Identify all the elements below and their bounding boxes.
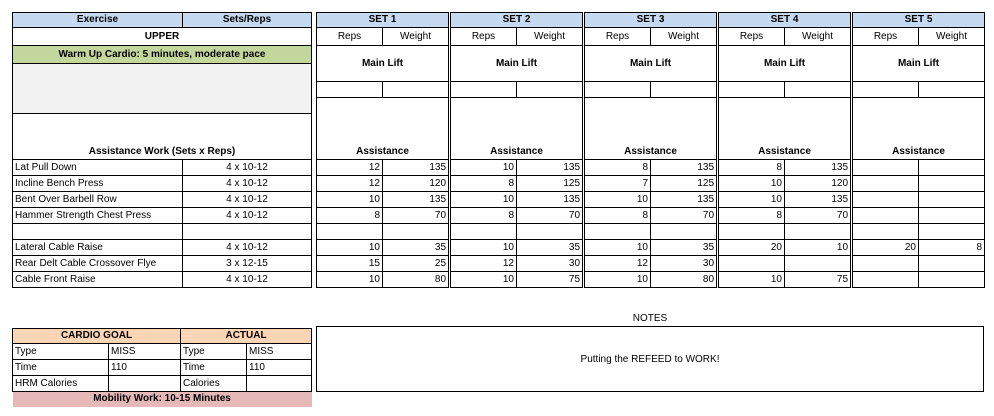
cardio-row xyxy=(13,376,312,392)
weight-cell[interactable]: 35 xyxy=(383,240,449,256)
cardio-goal-label: HRM Calories xyxy=(13,376,109,392)
reps-cell[interactable] xyxy=(719,256,785,272)
exercise-name[interactable]: Hammer Strength Chest Press xyxy=(13,208,183,224)
weight-cell[interactable]: 30 xyxy=(651,256,717,272)
notes-box[interactable] xyxy=(316,326,984,392)
reps-cell[interactable]: 10 xyxy=(451,192,517,208)
set-row xyxy=(719,240,851,256)
set-row xyxy=(585,224,717,240)
set-panel-2 xyxy=(450,12,583,288)
reps-cell[interactable]: 12 xyxy=(585,256,651,272)
weight-cell[interactable] xyxy=(651,224,717,240)
exercise-row xyxy=(13,272,312,288)
set-row xyxy=(719,160,851,176)
reps-cell[interactable] xyxy=(853,256,919,272)
reps-label: Reps xyxy=(317,28,383,46)
exercise-sets-reps[interactable]: 3 x 12-15 xyxy=(183,256,312,272)
exercise-sets-reps[interactable]: 4 x 10-12 xyxy=(183,192,312,208)
weight-cell[interactable]: 135 xyxy=(651,192,717,208)
exercise-sets-reps[interactable]: 4 x 10-12 xyxy=(183,240,312,256)
reps-label: Reps xyxy=(451,28,517,46)
weight-cell[interactable]: 135 xyxy=(517,192,583,208)
weight-cell[interactable]: 125 xyxy=(517,176,583,192)
mobility-work: Mobility Work: 10-15 Minutes xyxy=(13,392,312,407)
weight-label: Weight xyxy=(785,28,851,46)
set-row xyxy=(317,240,449,256)
reps-cell[interactable]: 10 xyxy=(451,272,517,288)
set-row xyxy=(317,208,449,224)
sets-reps-header: Sets/Reps xyxy=(183,13,312,28)
set-panel-5 xyxy=(852,12,985,288)
reps-cell[interactable] xyxy=(317,224,383,240)
assistance-label: Assistance xyxy=(853,98,985,160)
main-lift-label: Main Lift xyxy=(585,46,717,82)
reps-cell[interactable] xyxy=(451,224,517,240)
weight-cell[interactable]: 80 xyxy=(651,272,717,288)
weight-label: Weight xyxy=(919,28,985,46)
main-lift-reps[interactable] xyxy=(317,82,383,98)
exercise-name[interactable]: Cable Front Raise xyxy=(13,272,183,288)
exercise-row xyxy=(13,160,312,176)
weight-label: Weight xyxy=(651,28,717,46)
weight-cell[interactable] xyxy=(919,160,985,176)
set-panel-1 xyxy=(316,12,449,288)
reps-cell[interactable]: 8 xyxy=(451,208,517,224)
set-row xyxy=(585,256,717,272)
cardio-actual-header: ACTUAL xyxy=(181,329,312,344)
set-row xyxy=(719,208,851,224)
blank-grey-cell[interactable] xyxy=(13,64,312,114)
reps-cell[interactable] xyxy=(853,160,919,176)
set-title: SET 5 xyxy=(853,13,985,28)
set-row xyxy=(317,256,449,272)
set-row xyxy=(853,176,985,192)
set-panel-4 xyxy=(718,12,851,288)
weight-cell[interactable] xyxy=(383,224,449,240)
exercise-panel xyxy=(12,12,312,288)
workout-title: UPPER xyxy=(13,28,312,46)
reps-cell[interactable] xyxy=(853,176,919,192)
exercise-sets-reps[interactable]: 4 x 10-12 xyxy=(183,208,312,224)
set-row xyxy=(317,192,449,208)
reps-cell[interactable]: 8 xyxy=(317,208,383,224)
notes-label: NOTES xyxy=(632,313,668,324)
weight-cell[interactable]: 80 xyxy=(383,272,449,288)
set-row xyxy=(451,176,583,192)
weight-cell[interactable]: 75 xyxy=(785,272,851,288)
warmup-cardio: Warm Up Cardio: 5 minutes, moderate pace xyxy=(13,46,312,64)
main-lift-weight[interactable] xyxy=(651,82,717,98)
reps-label: Reps xyxy=(719,28,785,46)
reps-cell[interactable]: 20 xyxy=(719,240,785,256)
exercise-row xyxy=(13,240,312,256)
set-row xyxy=(585,272,717,288)
main-lift-reps[interactable] xyxy=(585,82,651,98)
set-row xyxy=(317,176,449,192)
reps-cell[interactable]: 8 xyxy=(585,208,651,224)
set-row xyxy=(853,208,985,224)
set-row xyxy=(451,192,583,208)
set-row xyxy=(317,224,449,240)
reps-cell[interactable]: 10 xyxy=(317,192,383,208)
exercise-sets-reps[interactable]: 4 x 10-12 xyxy=(183,272,312,288)
set-panel-3 xyxy=(584,12,717,288)
main-lift-reps[interactable] xyxy=(853,82,919,98)
reps-cell[interactable]: 10 xyxy=(585,240,651,256)
set-row xyxy=(585,176,717,192)
weight-cell[interactable]: 8 xyxy=(919,240,985,256)
main-lift-reps[interactable] xyxy=(451,82,517,98)
reps-cell[interactable]: 10 xyxy=(317,272,383,288)
set-row xyxy=(451,272,583,288)
set-title: SET 1 xyxy=(317,13,449,28)
set-row xyxy=(451,224,583,240)
set-title: SET 3 xyxy=(585,13,717,28)
assistance-label: Assistance xyxy=(451,98,583,160)
exercise-name[interactable]: Bent Over Barbell Row xyxy=(13,192,183,208)
set-row xyxy=(451,240,583,256)
reps-label: Reps xyxy=(853,28,919,46)
main-lift-weight[interactable] xyxy=(785,82,851,98)
reps-cell[interactable] xyxy=(853,224,919,240)
reps-cell[interactable]: 8 xyxy=(719,160,785,176)
exercise-sets-reps[interactable]: 4 x 10-12 xyxy=(183,160,312,176)
weight-cell[interactable]: 70 xyxy=(517,208,583,224)
cardio-goal-value[interactable]: 110 xyxy=(109,360,181,376)
reps-cell[interactable]: 12 xyxy=(317,160,383,176)
weight-cell[interactable]: 135 xyxy=(383,192,449,208)
notes-text: Putting the REFEED to WORK! xyxy=(580,353,720,365)
reps-cell[interactable]: 10 xyxy=(317,240,383,256)
exercise-name[interactable]: Lat Pull Down xyxy=(13,160,183,176)
set-row xyxy=(451,160,583,176)
set-row xyxy=(853,160,985,176)
exercise-row xyxy=(13,176,312,192)
main-lift-label: Main Lift xyxy=(451,46,583,82)
set-row xyxy=(451,208,583,224)
reps-cell[interactable]: 8 xyxy=(585,160,651,176)
exercise-sets-reps[interactable] xyxy=(183,224,312,240)
main-lift-weight[interactable] xyxy=(919,82,985,98)
weight-cell[interactable]: 135 xyxy=(785,192,851,208)
set-row xyxy=(719,224,851,240)
weight-cell[interactable]: 25 xyxy=(383,256,449,272)
set-row xyxy=(719,272,851,288)
set-row xyxy=(451,256,583,272)
assistance-work-header: Assistance Work (Sets x Reps) xyxy=(13,114,312,160)
set-row xyxy=(853,256,985,272)
weight-cell[interactable]: 30 xyxy=(517,256,583,272)
weight-cell[interactable] xyxy=(785,224,851,240)
reps-cell[interactable]: 20 xyxy=(853,240,919,256)
main-lift-weight[interactable] xyxy=(517,82,583,98)
cardio-row xyxy=(13,344,312,360)
cardio-actual-value[interactable]: MISS xyxy=(247,344,312,360)
main-lift-label: Main Lift xyxy=(853,46,985,82)
weight-cell[interactable] xyxy=(919,208,985,224)
weight-cell[interactable]: 135 xyxy=(383,160,449,176)
reps-cell[interactable]: 15 xyxy=(317,256,383,272)
set-row xyxy=(585,192,717,208)
weight-cell[interactable]: 10 xyxy=(785,240,851,256)
set-row xyxy=(585,160,717,176)
weight-cell[interactable]: 120 xyxy=(383,176,449,192)
cardio-goal-header: CARDIO GOAL xyxy=(13,329,181,344)
set-row xyxy=(853,272,985,288)
set-title: SET 4 xyxy=(719,13,851,28)
set-row xyxy=(719,192,851,208)
weight-cell[interactable]: 120 xyxy=(785,176,851,192)
main-lift-reps[interactable] xyxy=(719,82,785,98)
exercise-row xyxy=(13,192,312,208)
weight-cell[interactable]: 70 xyxy=(785,208,851,224)
set-title: SET 2 xyxy=(451,13,583,28)
cardio-actual-value[interactable]: 110 xyxy=(247,360,312,376)
set-row xyxy=(317,160,449,176)
weight-cell[interactable] xyxy=(919,192,985,208)
set-row xyxy=(853,224,985,240)
cardio-goal-label: Type xyxy=(13,344,109,360)
weight-cell[interactable] xyxy=(919,224,985,240)
weight-label: Weight xyxy=(517,28,583,46)
main-lift-weight[interactable] xyxy=(383,82,449,98)
weight-cell[interactable]: 75 xyxy=(517,272,583,288)
weight-cell[interactable] xyxy=(517,224,583,240)
exercise-row xyxy=(13,256,312,272)
main-lift-label: Main Lift xyxy=(719,46,851,82)
weight-cell[interactable]: 125 xyxy=(651,176,717,192)
set-row xyxy=(719,256,851,272)
reps-cell[interactable] xyxy=(585,224,651,240)
cardio-panel xyxy=(12,328,312,407)
assistance-label: Assistance xyxy=(719,98,851,160)
weight-cell[interactable]: 35 xyxy=(651,240,717,256)
reps-cell[interactable]: 8 xyxy=(719,208,785,224)
reps-cell[interactable]: 8 xyxy=(451,176,517,192)
reps-cell[interactable]: 7 xyxy=(585,176,651,192)
set-row xyxy=(853,192,985,208)
main-lift-label: Main Lift xyxy=(317,46,449,82)
assistance-label: Assistance xyxy=(585,98,717,160)
reps-cell[interactable]: 12 xyxy=(451,256,517,272)
set-row xyxy=(853,240,985,256)
cardio-goal-value[interactable] xyxy=(109,376,181,392)
reps-cell[interactable]: 10 xyxy=(585,192,651,208)
set-row xyxy=(719,176,851,192)
cardio-actual-value[interactable] xyxy=(247,376,312,392)
exercise-sets-reps[interactable]: 4 x 10-12 xyxy=(183,176,312,192)
reps-cell[interactable] xyxy=(853,272,919,288)
cardio-row xyxy=(13,360,312,376)
exercise-header: Exercise xyxy=(13,13,183,28)
exercise-name[interactable] xyxy=(13,224,183,240)
weight-cell[interactable]: 70 xyxy=(383,208,449,224)
cardio-actual-label: Type xyxy=(181,344,247,360)
reps-cell[interactable] xyxy=(719,224,785,240)
reps-cell[interactable]: 10 xyxy=(719,272,785,288)
weight-cell[interactable]: 135 xyxy=(785,160,851,176)
assistance-label: Assistance xyxy=(317,98,449,160)
weight-cell[interactable]: 135 xyxy=(517,160,583,176)
reps-cell[interactable] xyxy=(853,208,919,224)
reps-cell[interactable] xyxy=(853,192,919,208)
exercise-row xyxy=(13,224,312,240)
set-row xyxy=(585,240,717,256)
cardio-goal-value[interactable]: MISS xyxy=(109,344,181,360)
cardio-actual-label: Calories xyxy=(181,376,247,392)
exercise-name[interactable]: Incline Bench Press xyxy=(13,176,183,192)
reps-cell[interactable]: 10 xyxy=(585,272,651,288)
exercise-name[interactable]: Rear Delt Cable Crossover Flye xyxy=(13,256,183,272)
weight-cell[interactable] xyxy=(919,272,985,288)
cardio-goal-label: Time xyxy=(13,360,109,376)
set-row xyxy=(585,208,717,224)
weight-label: Weight xyxy=(383,28,449,46)
reps-cell[interactable]: 12 xyxy=(317,176,383,192)
weight-cell[interactable]: 135 xyxy=(651,160,717,176)
weight-cell[interactable] xyxy=(919,176,985,192)
cardio-actual-label: Time xyxy=(181,360,247,376)
reps-cell[interactable]: 10 xyxy=(719,192,785,208)
weight-cell[interactable]: 35 xyxy=(517,240,583,256)
exercise-name[interactable]: Lateral Cable Raise xyxy=(13,240,183,256)
exercise-row xyxy=(13,208,312,224)
weight-cell[interactable] xyxy=(785,256,851,272)
weight-cell[interactable]: 70 xyxy=(651,208,717,224)
reps-cell[interactable]: 10 xyxy=(451,160,517,176)
weight-cell[interactable] xyxy=(919,256,985,272)
reps-cell[interactable]: 10 xyxy=(451,240,517,256)
reps-cell[interactable]: 10 xyxy=(719,176,785,192)
set-row xyxy=(317,272,449,288)
reps-label: Reps xyxy=(585,28,651,46)
